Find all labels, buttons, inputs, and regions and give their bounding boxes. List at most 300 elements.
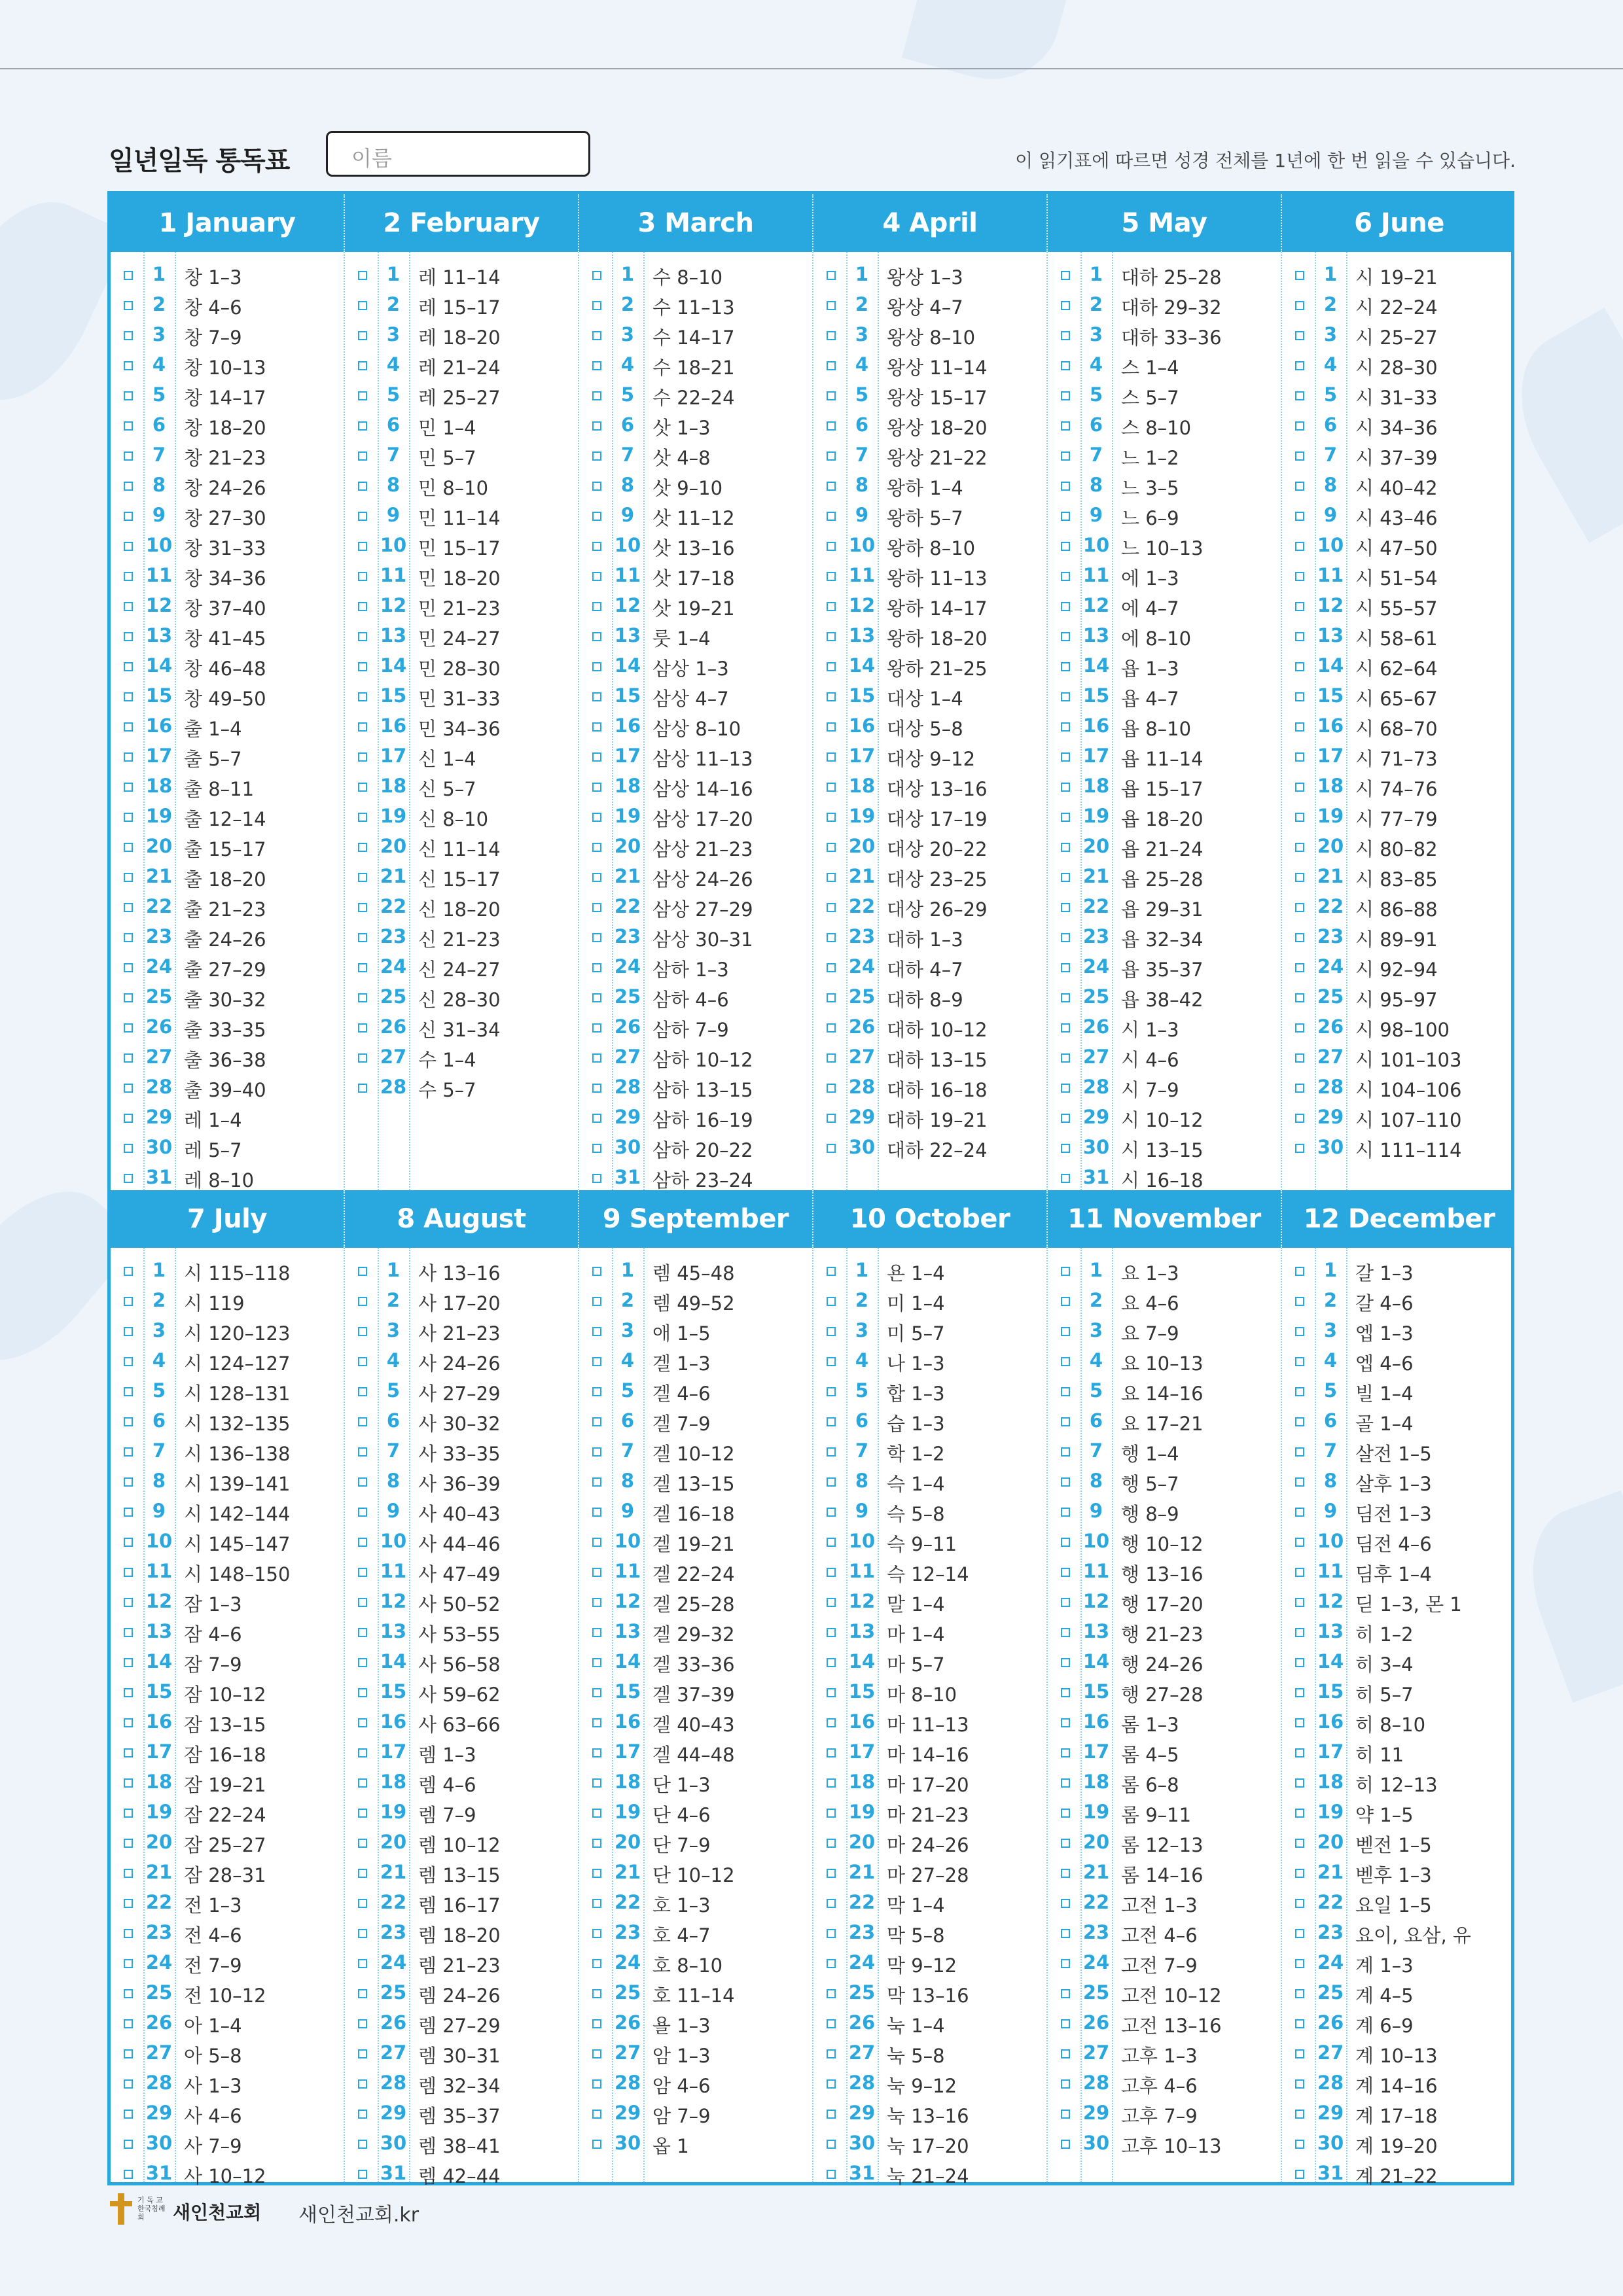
day-checkbox[interactable]: [358, 1598, 367, 1607]
day-checkbox[interactable]: [1061, 843, 1070, 852]
day-checkbox[interactable]: [592, 1688, 601, 1697]
day-checkbox[interactable]: [1295, 1053, 1304, 1063]
day-checkbox[interactable]: [1295, 1508, 1304, 1517]
day-checkbox[interactable]: [1295, 1658, 1304, 1667]
day-checkbox[interactable]: [1295, 963, 1304, 972]
day-checkbox[interactable]: [124, 1568, 133, 1577]
day-checkbox[interactable]: [1295, 512, 1304, 521]
day-checkbox[interactable]: [1061, 1538, 1070, 1547]
day-checkbox[interactable]: [592, 813, 601, 822]
day-checkbox[interactable]: [1061, 632, 1070, 641]
day-checkbox[interactable]: [1061, 1748, 1070, 1757]
day-checkbox[interactable]: [592, 1748, 601, 1757]
day-checkbox[interactable]: [1295, 1267, 1304, 1276]
day-checkbox[interactable]: [124, 662, 133, 671]
day-checkbox[interactable]: [1061, 1387, 1070, 1396]
day-checkbox[interactable]: [358, 2140, 367, 2149]
day-checkbox[interactable]: [1061, 1508, 1070, 1517]
name-field[interactable]: [326, 131, 590, 177]
day-checkbox[interactable]: [592, 421, 601, 431]
day-checkbox[interactable]: [1295, 813, 1304, 822]
day-checkbox[interactable]: [124, 2110, 133, 2119]
day-checkbox[interactable]: [358, 752, 367, 762]
day-checkbox[interactable]: [1295, 1989, 1304, 1998]
day-checkbox[interactable]: [827, 602, 836, 611]
day-checkbox[interactable]: [827, 1447, 836, 1457]
day-checkbox[interactable]: [358, 602, 367, 611]
day-checkbox[interactable]: [1295, 1297, 1304, 1306]
day-checkbox[interactable]: [1061, 1959, 1070, 1968]
day-checkbox[interactable]: [827, 1114, 836, 1123]
day-checkbox[interactable]: [1295, 752, 1304, 762]
day-checkbox[interactable]: [358, 1297, 367, 1306]
day-checkbox[interactable]: [1061, 1929, 1070, 1938]
day-checkbox[interactable]: [358, 873, 367, 882]
day-checkbox[interactable]: [827, 1538, 836, 1547]
day-checkbox[interactable]: [1295, 451, 1304, 461]
day-checkbox[interactable]: [1295, 301, 1304, 310]
day-checkbox[interactable]: [827, 1869, 836, 1878]
day-checkbox[interactable]: [358, 1477, 367, 1487]
day-checkbox[interactable]: [1061, 1568, 1070, 1577]
day-checkbox[interactable]: [124, 1174, 133, 1183]
day-checkbox[interactable]: [358, 1959, 367, 1968]
day-checkbox[interactable]: [827, 1053, 836, 1063]
day-checkbox[interactable]: [358, 1387, 367, 1396]
day-checkbox[interactable]: [827, 1023, 836, 1033]
day-checkbox[interactable]: [358, 1267, 367, 1276]
day-checkbox[interactable]: [1295, 1447, 1304, 1457]
day-checkbox[interactable]: [1295, 1839, 1304, 1848]
day-checkbox[interactable]: [124, 2079, 133, 2089]
day-checkbox[interactable]: [1295, 391, 1304, 400]
day-checkbox[interactable]: [827, 1387, 836, 1396]
day-checkbox[interactable]: [358, 451, 367, 461]
day-checkbox[interactable]: [1295, 572, 1304, 581]
day-checkbox[interactable]: [1295, 1538, 1304, 1547]
day-checkbox[interactable]: [1295, 602, 1304, 611]
day-checkbox[interactable]: [1061, 451, 1070, 461]
day-checkbox[interactable]: [124, 1628, 133, 1637]
day-checkbox[interactable]: [827, 1267, 836, 1276]
day-checkbox[interactable]: [1295, 1477, 1304, 1487]
day-checkbox[interactable]: [358, 1869, 367, 1878]
day-checkbox[interactable]: [1295, 1568, 1304, 1577]
day-checkbox[interactable]: [827, 903, 836, 912]
day-checkbox[interactable]: [358, 662, 367, 671]
day-checkbox[interactable]: [124, 813, 133, 822]
day-checkbox[interactable]: [827, 1417, 836, 1426]
day-checkbox[interactable]: [827, 301, 836, 310]
day-checkbox[interactable]: [358, 843, 367, 852]
day-checkbox[interactable]: [124, 2019, 133, 2028]
day-checkbox[interactable]: [592, 1417, 601, 1426]
day-checkbox[interactable]: [358, 1778, 367, 1788]
day-checkbox[interactable]: [1061, 1267, 1070, 1276]
day-checkbox[interactable]: [358, 1508, 367, 1517]
day-checkbox[interactable]: [827, 1658, 836, 1667]
day-checkbox[interactable]: [1061, 1688, 1070, 1697]
day-checkbox[interactable]: [1061, 1899, 1070, 1908]
day-checkbox[interactable]: [1061, 542, 1070, 551]
day-checkbox[interactable]: [827, 813, 836, 822]
day-checkbox[interactable]: [1061, 2019, 1070, 2028]
day-checkbox[interactable]: [1295, 1748, 1304, 1757]
day-checkbox[interactable]: [124, 512, 133, 521]
day-checkbox[interactable]: [592, 301, 601, 310]
day-checkbox[interactable]: [358, 331, 367, 340]
day-checkbox[interactable]: [827, 1748, 836, 1757]
day-checkbox[interactable]: [1061, 1989, 1070, 1998]
day-checkbox[interactable]: [124, 602, 133, 611]
day-checkbox[interactable]: [592, 2049, 601, 2058]
day-checkbox[interactable]: [124, 1144, 133, 1153]
day-checkbox[interactable]: [1295, 361, 1304, 370]
day-checkbox[interactable]: [1061, 602, 1070, 611]
day-checkbox[interactable]: [358, 1809, 367, 1818]
day-checkbox[interactable]: [827, 1688, 836, 1697]
day-checkbox[interactable]: [827, 1568, 836, 1577]
day-checkbox[interactable]: [827, 662, 836, 671]
day-checkbox[interactable]: [1295, 993, 1304, 1002]
day-checkbox[interactable]: [358, 1929, 367, 1938]
day-checkbox[interactable]: [1061, 331, 1070, 340]
day-checkbox[interactable]: [827, 1628, 836, 1637]
day-checkbox[interactable]: [1295, 1357, 1304, 1366]
day-checkbox[interactable]: [358, 1327, 367, 1336]
day-checkbox[interactable]: [827, 632, 836, 641]
day-checkbox[interactable]: [592, 993, 601, 1002]
day-checkbox[interactable]: [592, 2019, 601, 2028]
day-checkbox[interactable]: [1295, 903, 1304, 912]
day-checkbox[interactable]: [1061, 1023, 1070, 1033]
day-checkbox[interactable]: [358, 512, 367, 521]
day-checkbox[interactable]: [1061, 783, 1070, 792]
day-checkbox[interactable]: [827, 1839, 836, 1848]
day-checkbox[interactable]: [1061, 1417, 1070, 1426]
day-checkbox[interactable]: [124, 783, 133, 792]
day-checkbox[interactable]: [592, 1778, 601, 1788]
day-checkbox[interactable]: [592, 2079, 601, 2089]
day-checkbox[interactable]: [1061, 301, 1070, 310]
day-checkbox[interactable]: [827, 993, 836, 1002]
day-checkbox[interactable]: [827, 391, 836, 400]
day-checkbox[interactable]: [124, 2170, 133, 2179]
day-checkbox[interactable]: [592, 1114, 601, 1123]
day-checkbox[interactable]: [592, 1297, 601, 1306]
day-checkbox[interactable]: [124, 1023, 133, 1033]
day-checkbox[interactable]: [827, 1959, 836, 1968]
day-checkbox[interactable]: [592, 1508, 601, 1517]
day-checkbox[interactable]: [124, 1084, 133, 1093]
day-checkbox[interactable]: [1295, 933, 1304, 942]
day-checkbox[interactable]: [1295, 482, 1304, 491]
day-checkbox[interactable]: [827, 873, 836, 882]
day-checkbox[interactable]: [124, 1869, 133, 1878]
day-checkbox[interactable]: [592, 1568, 601, 1577]
day-checkbox[interactable]: [358, 1688, 367, 1697]
day-checkbox[interactable]: [1295, 1688, 1304, 1697]
day-checkbox[interactable]: [1295, 2049, 1304, 2058]
day-checkbox[interactable]: [1295, 2079, 1304, 2089]
day-checkbox[interactable]: [827, 1357, 836, 1366]
day-checkbox[interactable]: [358, 783, 367, 792]
day-checkbox[interactable]: [827, 1598, 836, 1607]
day-checkbox[interactable]: [358, 301, 367, 310]
day-checkbox[interactable]: [592, 1598, 601, 1607]
day-checkbox[interactable]: [1295, 1929, 1304, 1938]
day-checkbox[interactable]: [1295, 1718, 1304, 1727]
day-checkbox[interactable]: [1061, 572, 1070, 581]
day-checkbox[interactable]: [124, 361, 133, 370]
day-checkbox[interactable]: [1061, 1144, 1070, 1153]
day-checkbox[interactable]: [358, 933, 367, 942]
day-checkbox[interactable]: [827, 752, 836, 762]
day-checkbox[interactable]: [1061, 1297, 1070, 1306]
day-checkbox[interactable]: [827, 2049, 836, 2058]
day-checkbox[interactable]: [358, 1989, 367, 1998]
day-checkbox[interactable]: [1061, 361, 1070, 370]
day-checkbox[interactable]: [358, 2079, 367, 2089]
day-checkbox[interactable]: [827, 542, 836, 551]
day-checkbox[interactable]: [592, 1658, 601, 1667]
day-checkbox[interactable]: [1061, 1718, 1070, 1727]
day-checkbox[interactable]: [592, 903, 601, 912]
day-checkbox[interactable]: [124, 1387, 133, 1396]
day-checkbox[interactable]: [827, 421, 836, 431]
day-checkbox[interactable]: [124, 482, 133, 491]
day-checkbox[interactable]: [124, 993, 133, 1002]
day-checkbox[interactable]: [827, 1084, 836, 1093]
day-checkbox[interactable]: [827, 512, 836, 521]
day-checkbox[interactable]: [592, 752, 601, 762]
day-checkbox[interactable]: [592, 783, 601, 792]
day-checkbox[interactable]: [592, 1718, 601, 1727]
day-checkbox[interactable]: [1061, 2049, 1070, 2058]
day-checkbox[interactable]: [1295, 1778, 1304, 1788]
day-checkbox[interactable]: [827, 271, 836, 280]
day-checkbox[interactable]: [592, 271, 601, 280]
day-checkbox[interactable]: [358, 1023, 367, 1033]
day-checkbox[interactable]: [592, 963, 601, 972]
day-checkbox[interactable]: [1295, 1144, 1304, 1153]
day-checkbox[interactable]: [124, 1688, 133, 1697]
day-checkbox[interactable]: [1295, 542, 1304, 551]
day-checkbox[interactable]: [1061, 1839, 1070, 1848]
day-checkbox[interactable]: [827, 451, 836, 461]
day-checkbox[interactable]: [1061, 1869, 1070, 1878]
day-checkbox[interactable]: [124, 451, 133, 461]
day-checkbox[interactable]: [592, 692, 601, 701]
day-checkbox[interactable]: [827, 482, 836, 491]
day-checkbox[interactable]: [1061, 482, 1070, 491]
day-checkbox[interactable]: [1295, 843, 1304, 852]
day-checkbox[interactable]: [1295, 1869, 1304, 1878]
day-checkbox[interactable]: [124, 843, 133, 852]
day-checkbox[interactable]: [1061, 813, 1070, 822]
day-checkbox[interactable]: [592, 662, 601, 671]
day-checkbox[interactable]: [592, 391, 601, 400]
day-checkbox[interactable]: [592, 1959, 601, 1968]
day-checkbox[interactable]: [1295, 331, 1304, 340]
day-checkbox[interactable]: [124, 1989, 133, 1998]
day-checkbox[interactable]: [124, 1477, 133, 1487]
day-checkbox[interactable]: [592, 1899, 601, 1908]
day-checkbox[interactable]: [1061, 933, 1070, 942]
day-checkbox[interactable]: [124, 1447, 133, 1457]
day-checkbox[interactable]: [592, 2140, 601, 2149]
day-checkbox[interactable]: [124, 1718, 133, 1727]
day-checkbox[interactable]: [124, 2140, 133, 2149]
day-checkbox[interactable]: [1295, 1387, 1304, 1396]
day-checkbox[interactable]: [592, 1387, 601, 1396]
day-checkbox[interactable]: [358, 421, 367, 431]
day-checkbox[interactable]: [1061, 2140, 1070, 2149]
day-checkbox[interactable]: [124, 542, 133, 551]
day-checkbox[interactable]: [1061, 873, 1070, 882]
day-checkbox[interactable]: [1295, 1084, 1304, 1093]
day-checkbox[interactable]: [827, 933, 836, 942]
day-checkbox[interactable]: [124, 1899, 133, 1908]
day-checkbox[interactable]: [1295, 421, 1304, 431]
day-checkbox[interactable]: [124, 1297, 133, 1306]
day-checkbox[interactable]: [1061, 662, 1070, 671]
day-checkbox[interactable]: [592, 451, 601, 461]
day-checkbox[interactable]: [1061, 1447, 1070, 1457]
day-checkbox[interactable]: [1061, 2110, 1070, 2119]
day-checkbox[interactable]: [1295, 2110, 1304, 2119]
day-checkbox[interactable]: [124, 933, 133, 942]
day-checkbox[interactable]: [592, 572, 601, 581]
day-checkbox[interactable]: [592, 1084, 601, 1093]
day-checkbox[interactable]: [827, 1297, 836, 1306]
day-checkbox[interactable]: [358, 1748, 367, 1757]
day-checkbox[interactable]: [592, 1869, 601, 1878]
day-checkbox[interactable]: [124, 572, 133, 581]
day-checkbox[interactable]: [592, 1144, 601, 1153]
day-checkbox[interactable]: [1295, 1959, 1304, 1968]
day-checkbox[interactable]: [592, 1929, 601, 1938]
day-checkbox[interactable]: [358, 1568, 367, 1577]
day-checkbox[interactable]: [827, 1929, 836, 1938]
day-checkbox[interactable]: [827, 2110, 836, 2119]
day-checkbox[interactable]: [358, 271, 367, 280]
day-checkbox[interactable]: [124, 752, 133, 762]
day-checkbox[interactable]: [124, 1327, 133, 1336]
day-checkbox[interactable]: [1061, 1598, 1070, 1607]
day-checkbox[interactable]: [124, 1959, 133, 1968]
day-checkbox[interactable]: [1061, 722, 1070, 732]
day-checkbox[interactable]: [358, 2049, 367, 2058]
day-checkbox[interactable]: [124, 1658, 133, 1667]
day-checkbox[interactable]: [358, 1658, 367, 1667]
day-checkbox[interactable]: [124, 1598, 133, 1607]
day-checkbox[interactable]: [124, 632, 133, 641]
day-checkbox[interactable]: [124, 1748, 133, 1757]
day-checkbox[interactable]: [358, 361, 367, 370]
day-checkbox[interactable]: [592, 331, 601, 340]
day-checkbox[interactable]: [592, 1477, 601, 1487]
day-checkbox[interactable]: [124, 2049, 133, 2058]
day-checkbox[interactable]: [1295, 1628, 1304, 1637]
day-checkbox[interactable]: [1295, 1114, 1304, 1123]
day-checkbox[interactable]: [1061, 1174, 1070, 1183]
day-checkbox[interactable]: [1061, 2079, 1070, 2089]
day-checkbox[interactable]: [124, 903, 133, 912]
day-checkbox[interactable]: [1061, 1053, 1070, 1063]
day-checkbox[interactable]: [1295, 662, 1304, 671]
day-checkbox[interactable]: [827, 1508, 836, 1517]
day-checkbox[interactable]: [124, 722, 133, 732]
day-checkbox[interactable]: [592, 722, 601, 732]
day-checkbox[interactable]: [592, 1989, 601, 1998]
day-checkbox[interactable]: [1061, 752, 1070, 762]
day-checkbox[interactable]: [1061, 1357, 1070, 1366]
day-checkbox[interactable]: [358, 1417, 367, 1426]
day-checkbox[interactable]: [358, 572, 367, 581]
day-checkbox[interactable]: [1061, 1327, 1070, 1336]
day-checkbox[interactable]: [592, 361, 601, 370]
day-checkbox[interactable]: [124, 1417, 133, 1426]
day-checkbox[interactable]: [592, 1357, 601, 1366]
day-checkbox[interactable]: [1061, 271, 1070, 280]
day-checkbox[interactable]: [1061, 993, 1070, 1002]
day-checkbox[interactable]: [592, 2110, 601, 2119]
day-checkbox[interactable]: [827, 2140, 836, 2149]
day-checkbox[interactable]: [124, 391, 133, 400]
day-checkbox[interactable]: [124, 1809, 133, 1818]
day-checkbox[interactable]: [124, 1267, 133, 1276]
day-checkbox[interactable]: [827, 2170, 836, 2179]
day-checkbox[interactable]: [827, 1144, 836, 1153]
day-checkbox[interactable]: [124, 1929, 133, 1938]
day-checkbox[interactable]: [358, 1628, 367, 1637]
day-checkbox[interactable]: [592, 873, 601, 882]
day-checkbox[interactable]: [827, 2079, 836, 2089]
day-checkbox[interactable]: [1295, 2170, 1304, 2179]
day-checkbox[interactable]: [1295, 873, 1304, 882]
day-checkbox[interactable]: [1295, 1598, 1304, 1607]
day-checkbox[interactable]: [358, 542, 367, 551]
day-checkbox[interactable]: [827, 1718, 836, 1727]
day-checkbox[interactable]: [1061, 1477, 1070, 1487]
day-checkbox[interactable]: [124, 1778, 133, 1788]
day-checkbox[interactable]: [1295, 783, 1304, 792]
day-checkbox[interactable]: [1295, 271, 1304, 280]
day-checkbox[interactable]: [1061, 1809, 1070, 1818]
day-checkbox[interactable]: [827, 331, 836, 340]
day-checkbox[interactable]: [358, 482, 367, 491]
day-checkbox[interactable]: [358, 1899, 367, 1908]
day-checkbox[interactable]: [1295, 2140, 1304, 2149]
day-checkbox[interactable]: [358, 1447, 367, 1457]
day-checkbox[interactable]: [592, 843, 601, 852]
day-checkbox[interactable]: [827, 1778, 836, 1788]
day-checkbox[interactable]: [1061, 1084, 1070, 1093]
day-checkbox[interactable]: [358, 1718, 367, 1727]
day-checkbox[interactable]: [827, 1327, 836, 1336]
day-checkbox[interactable]: [1061, 903, 1070, 912]
day-checkbox[interactable]: [592, 1327, 601, 1336]
day-checkbox[interactable]: [358, 2019, 367, 2028]
day-checkbox[interactable]: [592, 1174, 601, 1183]
day-checkbox[interactable]: [1295, 1327, 1304, 1336]
day-checkbox[interactable]: [1061, 391, 1070, 400]
day-checkbox[interactable]: [592, 512, 601, 521]
day-checkbox[interactable]: [1295, 1023, 1304, 1033]
day-checkbox[interactable]: [592, 1447, 601, 1457]
website-link[interactable]: 새인천교회.kr: [298, 2204, 419, 2227]
